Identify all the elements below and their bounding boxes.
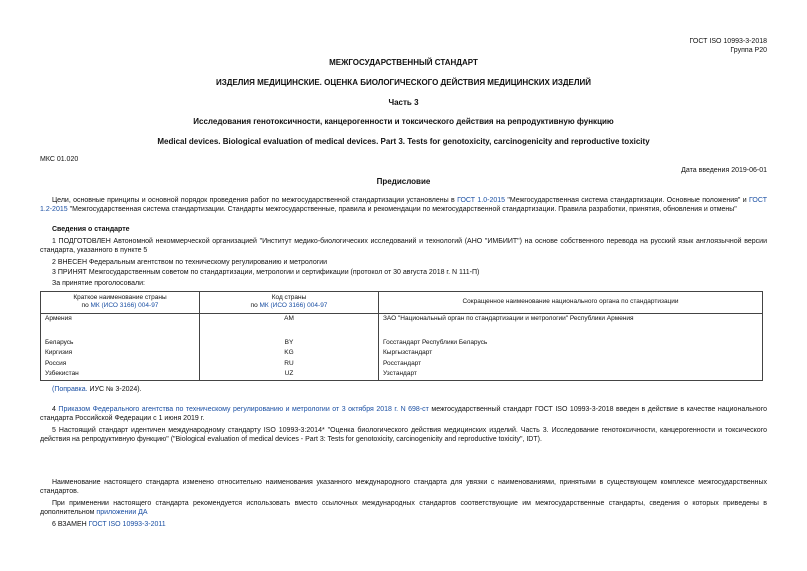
foreword-text-b: "Межгосударственная система стандартизации. Основные положения" и bbox=[505, 197, 750, 204]
foreword-text-c: "Межгосударственная система стандартизации. Стандарты межгосударственные, правила и рекомендации по межгосударственной стандартизации. Правила разработки, принятия, обновления и отмены" bbox=[67, 206, 737, 214]
cell-country: Киргизия bbox=[41, 348, 200, 358]
applying-paragraph: При применении настоящего стандарта рекомендуется использовать вместо ссылочных международных стандартов соответствующие им межгосударственные стандарты, сведения о которых приведены в дополнительном приложении ДА bbox=[40, 500, 767, 517]
table-row bbox=[41, 313, 763, 338]
info-item-4: 4 Приказом Федерального агентства по техническому регулированию и метрологии от 3 октября 2018 г. N 698-ст межгосударственный стандарт ГОСТ ISO 10993-3-2018 введен в действие в качестве национального стандарта Российской Федерации с 1 июня 2019 г. bbox=[40, 406, 767, 423]
info-item-3: 3 ПРИНЯТ Межгосударственным советом по стандартизации, метрологии и сертификации (протокол от 30 августа 2018 г. N 111-П) bbox=[52, 269, 480, 276]
foreword-heading: Предисловие bbox=[376, 177, 431, 186]
gost-1-2-link[interactable]: ГОСТ 1.2-2015 bbox=[40, 197, 767, 214]
info-item-1: 1 ПОДГОТОВЛЕН Автономной некоммерческой организацией "Институт медико-биологических исследований и технологий (АНО "ИМБИИТ") на основе собственного перевода на русский язык англоязычной версии стандарта, указанного в пункте 5 bbox=[40, 238, 767, 255]
cell-code: BY bbox=[200, 338, 379, 348]
doc-part: Часть 3 bbox=[388, 98, 419, 107]
cell-country: Узбекистан bbox=[41, 369, 200, 380]
cell-body: Кыргызстандарт bbox=[379, 348, 763, 358]
doc-subtitle-en: Medical devices. Biological evaluation of medical devices. Part 3. Tests for genotoxicity, carcinogenicity and reproductive toxicity bbox=[157, 137, 650, 146]
cell-code: KG bbox=[200, 348, 379, 358]
standard-code: ГОСТ ISO 10993-3-2018 bbox=[689, 38, 767, 45]
doc-main-title: ИЗДЕЛИЯ МЕДИЦИНСКИЕ. ОЦЕНКА БИОЛОГИЧЕСКОГО ДЕЙСТВИЯ МЕДИЦИНСКИХ ИЗДЕЛИЙ bbox=[215, 78, 591, 87]
foreword-text-a: Цели, основные принципы и основной порядок проведения работ по межгосударственной стандартизации установлены в bbox=[52, 197, 458, 204]
group-code: Группа Р20 bbox=[730, 47, 767, 55]
voting-table bbox=[40, 291, 763, 381]
cell-body: ЗАО "Национальный орган по стандартизации и метрологии" Республики Армения bbox=[379, 313, 763, 338]
info-item-6: 6 ВЗАМЕН ГОСТ ISO 10993-3-2011 bbox=[52, 521, 166, 528]
mk-iso-link-1[interactable]: МК (ИСО 3166) 004-97 bbox=[90, 302, 159, 310]
table-row bbox=[41, 369, 763, 380]
gost-1-0-link[interactable]: ГОСТ 1.0-2015 bbox=[457, 197, 506, 204]
voted-label: За принятие проголосовали: bbox=[52, 280, 145, 287]
cell-body: Госстандарт Республики Беларусь bbox=[379, 338, 763, 348]
cell-country: Беларусь bbox=[41, 338, 200, 348]
info-item-2: 2 ВНЕСЕН Федеральным агентством по техническому регулированию и метрологии bbox=[52, 259, 328, 266]
cell-body: Узстандарт bbox=[379, 369, 763, 380]
standard-code-header bbox=[690, 37, 767, 55]
info-heading: Сведения о стандарте bbox=[52, 226, 130, 233]
gost-replaced-link[interactable]: ГОСТ ISO 10993-3-2011 bbox=[88, 521, 166, 528]
foreword-paragraph bbox=[40, 196, 767, 214]
amendment-note: (Поправка. ИУС № 3-2024). bbox=[52, 386, 142, 393]
cell-country: Армения bbox=[41, 313, 200, 338]
cell-body: Росстандарт bbox=[379, 359, 763, 369]
order-link[interactable]: Приказом Федерального агентства по техническому регулированию и метрологии от 3 октября 2018 г. N 698-ст bbox=[58, 406, 429, 413]
header-code: Код страны по МК (ИСО 3166) 004-97 bbox=[200, 292, 379, 314]
cell-country: Россия bbox=[41, 359, 200, 369]
table-row bbox=[41, 359, 763, 369]
table-header-row bbox=[41, 292, 763, 314]
doc-subtitle-ru: Исследования генотоксичности, канцерогенности и токсического действия на репродуктивную функцию bbox=[193, 117, 614, 126]
table-row bbox=[41, 338, 763, 348]
mks-code: МКС 01.020 bbox=[40, 156, 79, 163]
cell-code: UZ bbox=[200, 369, 379, 380]
doc-type-title: МЕЖГОСУДАРСТВЕННЫЙ СТАНДАРТ bbox=[329, 58, 478, 67]
intro-date: Дата введения 2019-06-01 bbox=[681, 167, 767, 174]
header-body: Сокращенное наименование национального органа по стандартизации bbox=[379, 292, 763, 314]
amendment-link[interactable]: (Поправка. bbox=[52, 386, 88, 393]
appendix-da-link[interactable]: приложении ДА bbox=[96, 509, 148, 517]
info-item-5: 5 Настоящий стандарт идентичен международному стандарту ISO 10993-3:2014* "Оценка биологического действия медицинских изделий. Часть 3. Исследование генотоксичности, канцерогенности и токсического действия на репродуктивную функцию" ("Biological evaluation of medical devices - Part 3: Tests for genotoxicity, carcinogenicity and reproductive toxicity", IDT). bbox=[40, 427, 767, 444]
table-row bbox=[41, 348, 763, 358]
header-country: Краткое наименование страны по МК (ИСО 3166) 004-97 bbox=[41, 292, 200, 314]
mk-iso-link-2[interactable]: МК (ИСО 3166) 004-97 bbox=[259, 302, 328, 310]
cell-code: RU bbox=[200, 359, 379, 369]
cell-code: AM bbox=[200, 313, 379, 338]
naming-paragraph: Наименование настоящего стандарта изменено относительно наименования указанного международного стандарта для увязки с наименованиями, принятыми в существующем комплексе межгосударственных стандартов. bbox=[40, 479, 767, 496]
